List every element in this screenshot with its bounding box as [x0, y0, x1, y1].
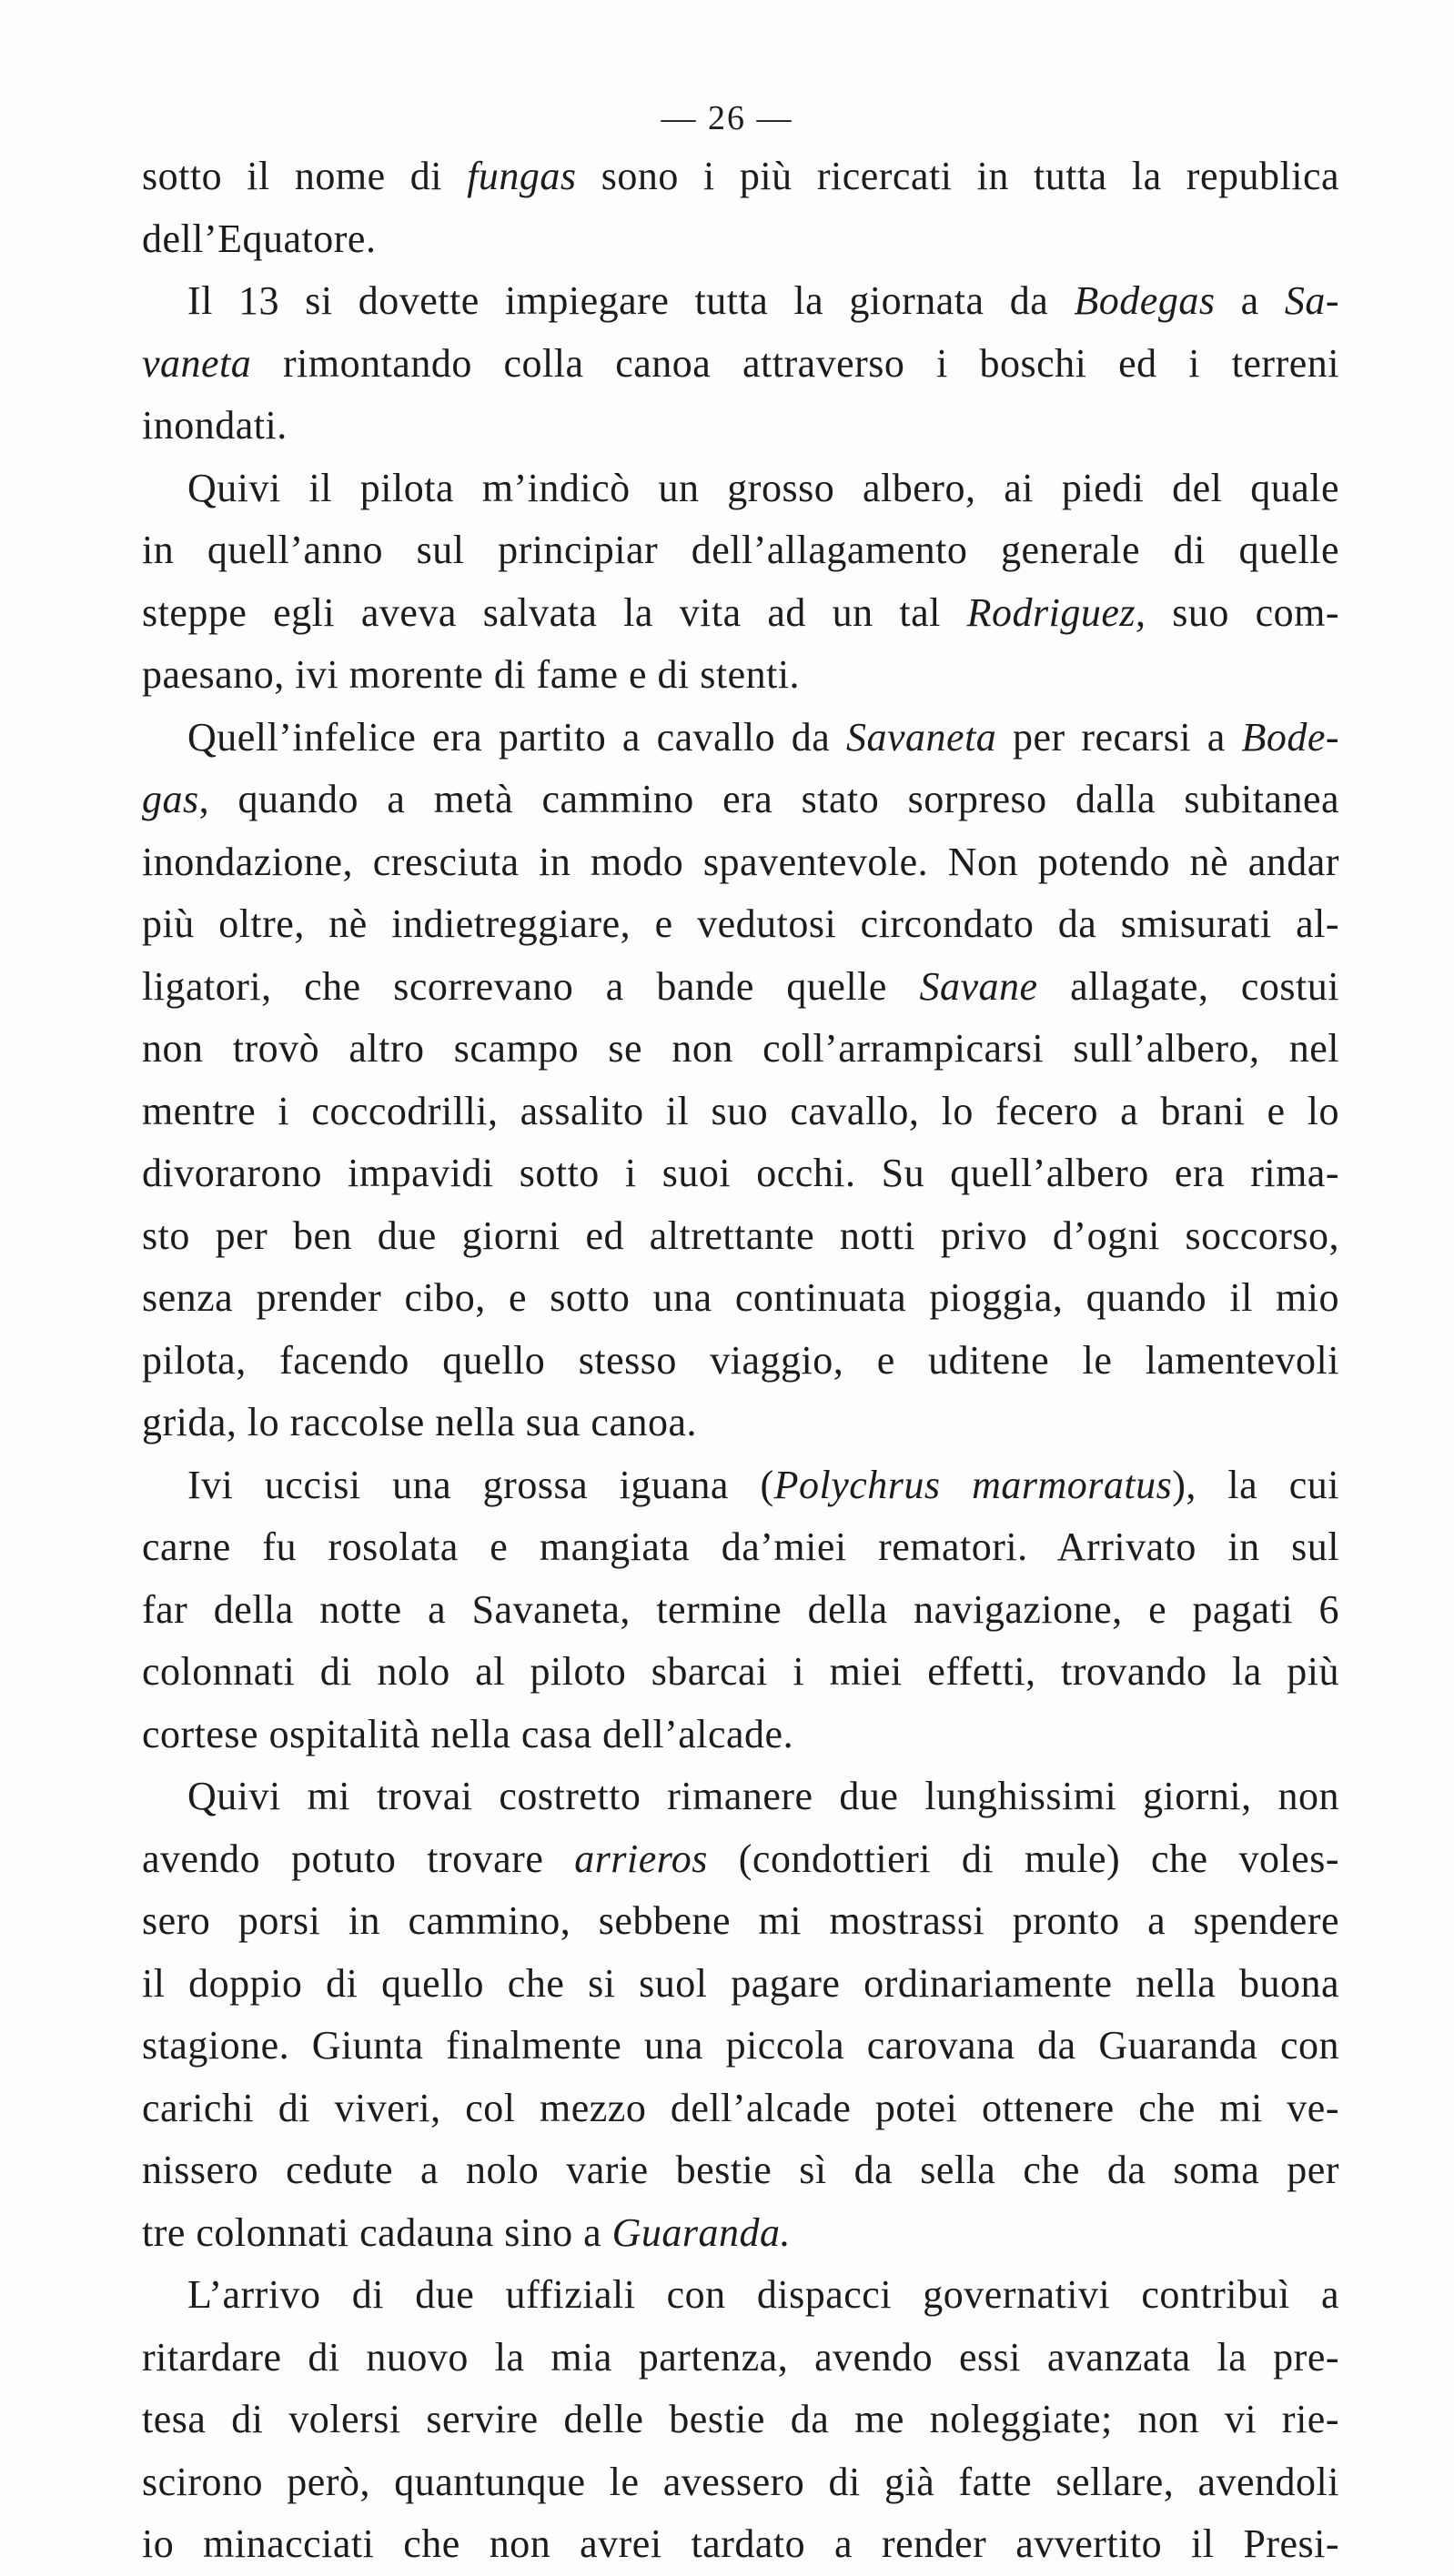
text-run: cortese ospitalità nella casa dell’alcade.	[142, 1711, 794, 1756]
text-run: Ivi uccisi una grossa iguana (	[187, 1462, 774, 1507]
text-line	[142, 1890, 1339, 1953]
text-line	[142, 1454, 1339, 1517]
text-line	[142, 458, 1339, 520]
page-number: — 26 —	[661, 99, 793, 137]
text-line	[142, 208, 1339, 271]
text-run: sotto il nome di	[142, 154, 468, 198]
text-line	[142, 1828, 1339, 1891]
text-run: tre colonnati cadauna sino a	[142, 2209, 612, 2255]
text-line	[142, 270, 1339, 333]
text-line	[142, 2015, 1339, 2078]
text-line	[142, 1018, 1339, 1081]
text-line	[142, 582, 1339, 645]
text-run: scirono però, quantunque le avessero di già fatte sellare, avendoli	[142, 2459, 1339, 2504]
italic-text: Rodriguez	[966, 589, 1136, 635]
text-run: rimontando colla canoa attraverso i boschi ed i terreni	[251, 340, 1339, 386]
text-line	[142, 1142, 1339, 1205]
text-run: , quando a metà cammino era stato sorpreso dalla subitanea	[198, 777, 1339, 821]
text-line	[142, 519, 1339, 582]
text-run: carichi di viveri, col mezzo dell’alcade potei ottenere che mi ve-	[142, 2085, 1339, 2130]
text-run: ), la cui	[1172, 1462, 1339, 1507]
text-line	[142, 1081, 1339, 1143]
text-run: (condottieri di mule) che voles-	[707, 1836, 1339, 1881]
text-line	[142, 2327, 1339, 2390]
text-line	[142, 707, 1339, 770]
text-run: inondati.	[142, 403, 288, 448]
text-run: carne fu rosolata e mangiata da’miei rematori. Arrivato in sul	[142, 1524, 1339, 1569]
text-run: ritardare di nuovo la mia partenza, avendo essi avanzata la pre-	[142, 2334, 1339, 2380]
text-line	[142, 1267, 1339, 1330]
text-line	[142, 644, 1339, 707]
italic-text: vaneta	[142, 340, 252, 386]
text-run: dell’Equatore.	[142, 216, 377, 261]
text-run: ligatori, che scorrevano a bande quelle	[142, 963, 920, 1009]
text-line	[142, 2451, 1339, 2514]
italic-text: Savaneta	[846, 714, 997, 760]
text-run: Quivi il pilota m’indicò un grosso albero, ai piedi del quale	[187, 465, 1339, 510]
text-line	[142, 2202, 1339, 2265]
text-run: il doppio di quello che si suol pagare ordinariamente nella buona	[142, 1960, 1339, 2006]
italic-text: fungas	[467, 154, 577, 198]
text-line	[142, 1953, 1339, 2016]
text-run: Il 13 si dovette impiegare tutta la giornata da	[187, 278, 1075, 323]
text-run: pilota, facendo quello stesso viaggio, e uditene le lamentevoli	[142, 1337, 1339, 1383]
text-run: sero porsi in cammino, sebbene mi mostrassi pronto a spendere	[142, 1898, 1339, 1943]
italic-text: Guaranda.	[611, 2209, 792, 2255]
text-run: inondazione, cresciuta in modo spaventevole. Non potendo nè andar	[142, 839, 1339, 884]
text-run: nissero cedute a nolo varie bestie sì da sella che da soma per	[142, 2148, 1339, 2192]
italic-text: arrieros	[574, 1836, 708, 1881]
text-line	[142, 395, 1339, 458]
text-run: grida, lo raccolse nella sua canoa.	[142, 1400, 697, 1444]
text-run: steppe egli aveva salvata la vita ad un tal	[142, 589, 967, 635]
text-line	[142, 956, 1339, 1019]
text-line	[142, 1516, 1339, 1579]
text-run: a	[1215, 278, 1285, 323]
body-text	[142, 146, 1339, 2576]
text-run: Quell’infelice era partito a cavallo da	[187, 714, 847, 760]
text-run: colonnati di nolo al piloto sbarcai i miei effetti, trovando la più	[142, 1649, 1339, 1694]
text-run: in quell’anno sul principiar dell’allagamento generale di quelle	[142, 528, 1339, 572]
text-line	[142, 1579, 1339, 1642]
italic-text: Savane	[919, 963, 1038, 1009]
italic-text: Bodegas	[1074, 278, 1216, 323]
text-line	[142, 831, 1339, 894]
text-line	[142, 769, 1339, 831]
text-run: tesa di volersi servire delle bestie da me noleggiate; non vi rie-	[142, 2397, 1339, 2441]
text-run: L’arrivo di due uffiziali con dispacci governativi contribuì a	[187, 2272, 1339, 2317]
text-run: sto per ben due giorni ed altrettante notti privo d’ogni soccorso,	[142, 1213, 1339, 1258]
text-line	[142, 1704, 1339, 1766]
text-run: più oltre, nè indietreggiare, e vedutosi circondato da smisurati al-	[142, 901, 1339, 946]
text-line	[142, 2264, 1339, 2327]
text-line	[142, 1392, 1339, 1454]
text-line	[142, 1641, 1339, 1704]
text-run: divorarono impavidi sotto i suoi occhi. Su quell’albero era rima-	[142, 1151, 1339, 1195]
italic-text: Polychrus marmoratus	[773, 1462, 1173, 1507]
text-run: mentre i coccodrilli, assalito il suo cavallo, lo fecero a brani e lo	[142, 1088, 1339, 1133]
italic-text: Sa-	[1284, 278, 1339, 323]
text-run: Quivi mi trovai costretto rimanere due lunghissimi giorni, non	[187, 1774, 1339, 1818]
text-line	[142, 893, 1339, 956]
text-line	[142, 146, 1339, 208]
text-run: far della notte a Savaneta, termine della navigazione, e pagati 6	[142, 1586, 1339, 1632]
text-line	[142, 2078, 1339, 2140]
text-run: stagione. Giunta finalmente una piccola carovana da Guaranda con	[142, 2023, 1339, 2068]
text-line	[142, 2513, 1339, 2576]
text-line	[142, 1766, 1339, 1828]
text-run: senza prender cibo, e sotto una continuata pioggia, quando il mio	[142, 1275, 1339, 1320]
text-run: per recarsi a	[996, 714, 1242, 760]
italic-text: Bode-	[1241, 714, 1340, 760]
text-run: paesano, ivi morente di fame e di stenti.	[142, 652, 801, 697]
text-line	[142, 1205, 1339, 1268]
text-run: allagate, costui	[1037, 963, 1339, 1009]
text-line	[142, 1330, 1339, 1393]
text-run: , suo com-	[1135, 589, 1340, 635]
italic-text: gas	[142, 777, 199, 821]
text-run: sono i più ricercati in tutta la republica	[576, 154, 1339, 198]
text-run: io minacciati che non avrei tardato a render avvertito il Presi-	[142, 2521, 1339, 2566]
text-line	[142, 333, 1339, 396]
text-line	[142, 2389, 1339, 2451]
text-line	[142, 2139, 1339, 2202]
text-run: avendo potuto trovare	[142, 1836, 575, 1881]
text-run: non trovò altro scampo se non coll’arrampicarsi sull’albero, nel	[142, 1026, 1339, 1071]
